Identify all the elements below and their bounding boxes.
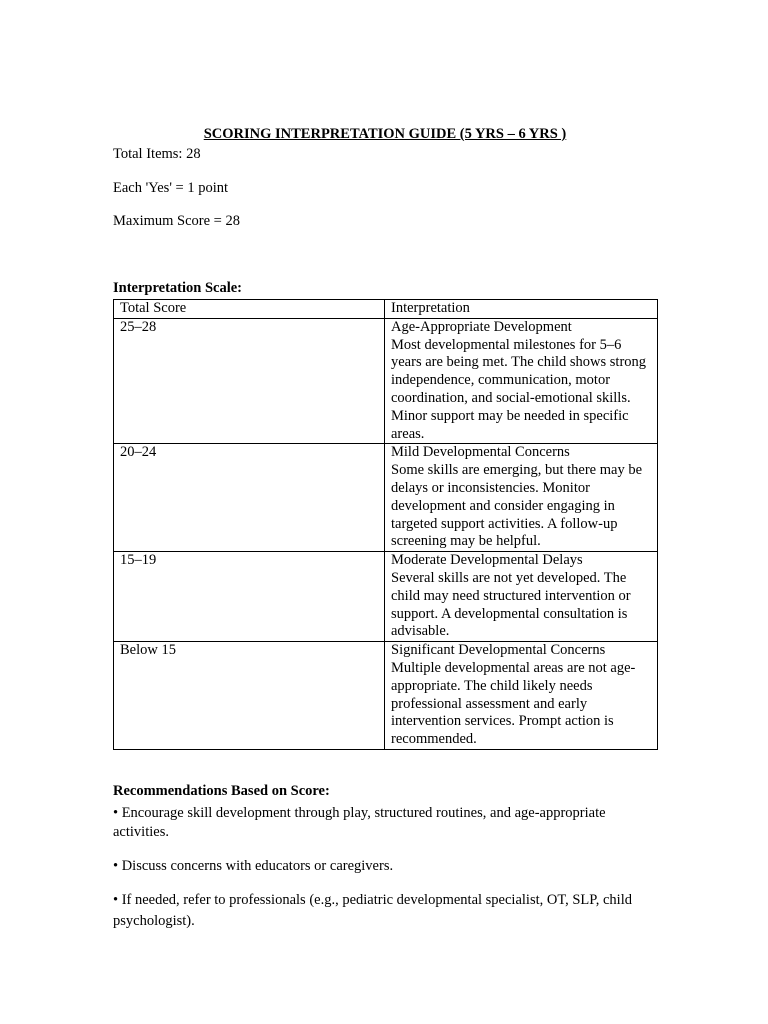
table-row: [114, 318, 658, 444]
interpretation-scale-heading: Interpretation Scale:: [113, 280, 242, 296]
header-interpretation: Interpretation: [385, 300, 658, 319]
recommendation-item: • Discuss concerns with educators or caregivers.: [113, 858, 394, 874]
interpretation-description: Multiple developmental areas are not age-appropriate. The child likely needs professional assessment and early intervention services. Prompt action is recommended.: [391, 659, 636, 748]
interpretation-description: Several skills are not yet developed. The child may need structured intervention or support. A developmental consultation is advisable.: [391, 569, 631, 640]
table-row: [114, 444, 658, 552]
score-range: 20–24: [114, 444, 385, 552]
table-row: [114, 642, 658, 750]
interpretation-label: Mild Developmental Concerns: [391, 444, 570, 461]
interpretation-description: Some skills are emerging, but there may be delays or inconsistencies. Monitor development and consider engaging in targeted support activities. A follow-up screening may be helpful.: [391, 462, 643, 550]
score-range: 25–28: [114, 318, 385, 444]
page-title: SCORING INTERPRETATION GUIDE (5 YRS – 6 YRS ): [203, 126, 567, 142]
recommendation-item: • If needed, refer to professionals (e.g., pediatric developmental specialist, OT, SLP, child psychologist).: [113, 892, 632, 929]
interpretation-label: Significant Developmental Concerns: [391, 642, 606, 659]
maximum-score: Maximum Score = 28: [113, 213, 240, 229]
interpretation-cell: [385, 552, 658, 642]
interpretation-cell: [385, 642, 658, 750]
table-header-row: [114, 300, 658, 319]
interpretation-description: Most developmental milestones for 5–6 years are being met. The child shows strong independence, communication, motor coordination, and social-emotional skills. Minor support may be needed in specific areas.: [391, 336, 647, 442]
score-range: 15–19: [114, 552, 385, 642]
interpretation-label: Moderate Developmental Delays: [391, 552, 583, 569]
table-row: [114, 552, 658, 642]
interpretation-table: [113, 299, 658, 750]
interpretation-cell: [385, 444, 658, 552]
interpretation-cell: [385, 318, 658, 444]
recommendations-heading: Recommendations Based on Score:: [113, 783, 330, 799]
recommendation-item: • Encourage skill development through play, structured routines, and age-appropriate activities.: [113, 805, 606, 840]
score-range: Below 15: [114, 642, 385, 750]
each-yes-point: Each 'Yes' = 1 point: [113, 180, 229, 196]
interpretation-label: Age-Appropriate Development: [391, 318, 572, 335]
total-items: Total Items: 28: [113, 146, 201, 162]
header-total-score: Total Score: [114, 300, 385, 319]
